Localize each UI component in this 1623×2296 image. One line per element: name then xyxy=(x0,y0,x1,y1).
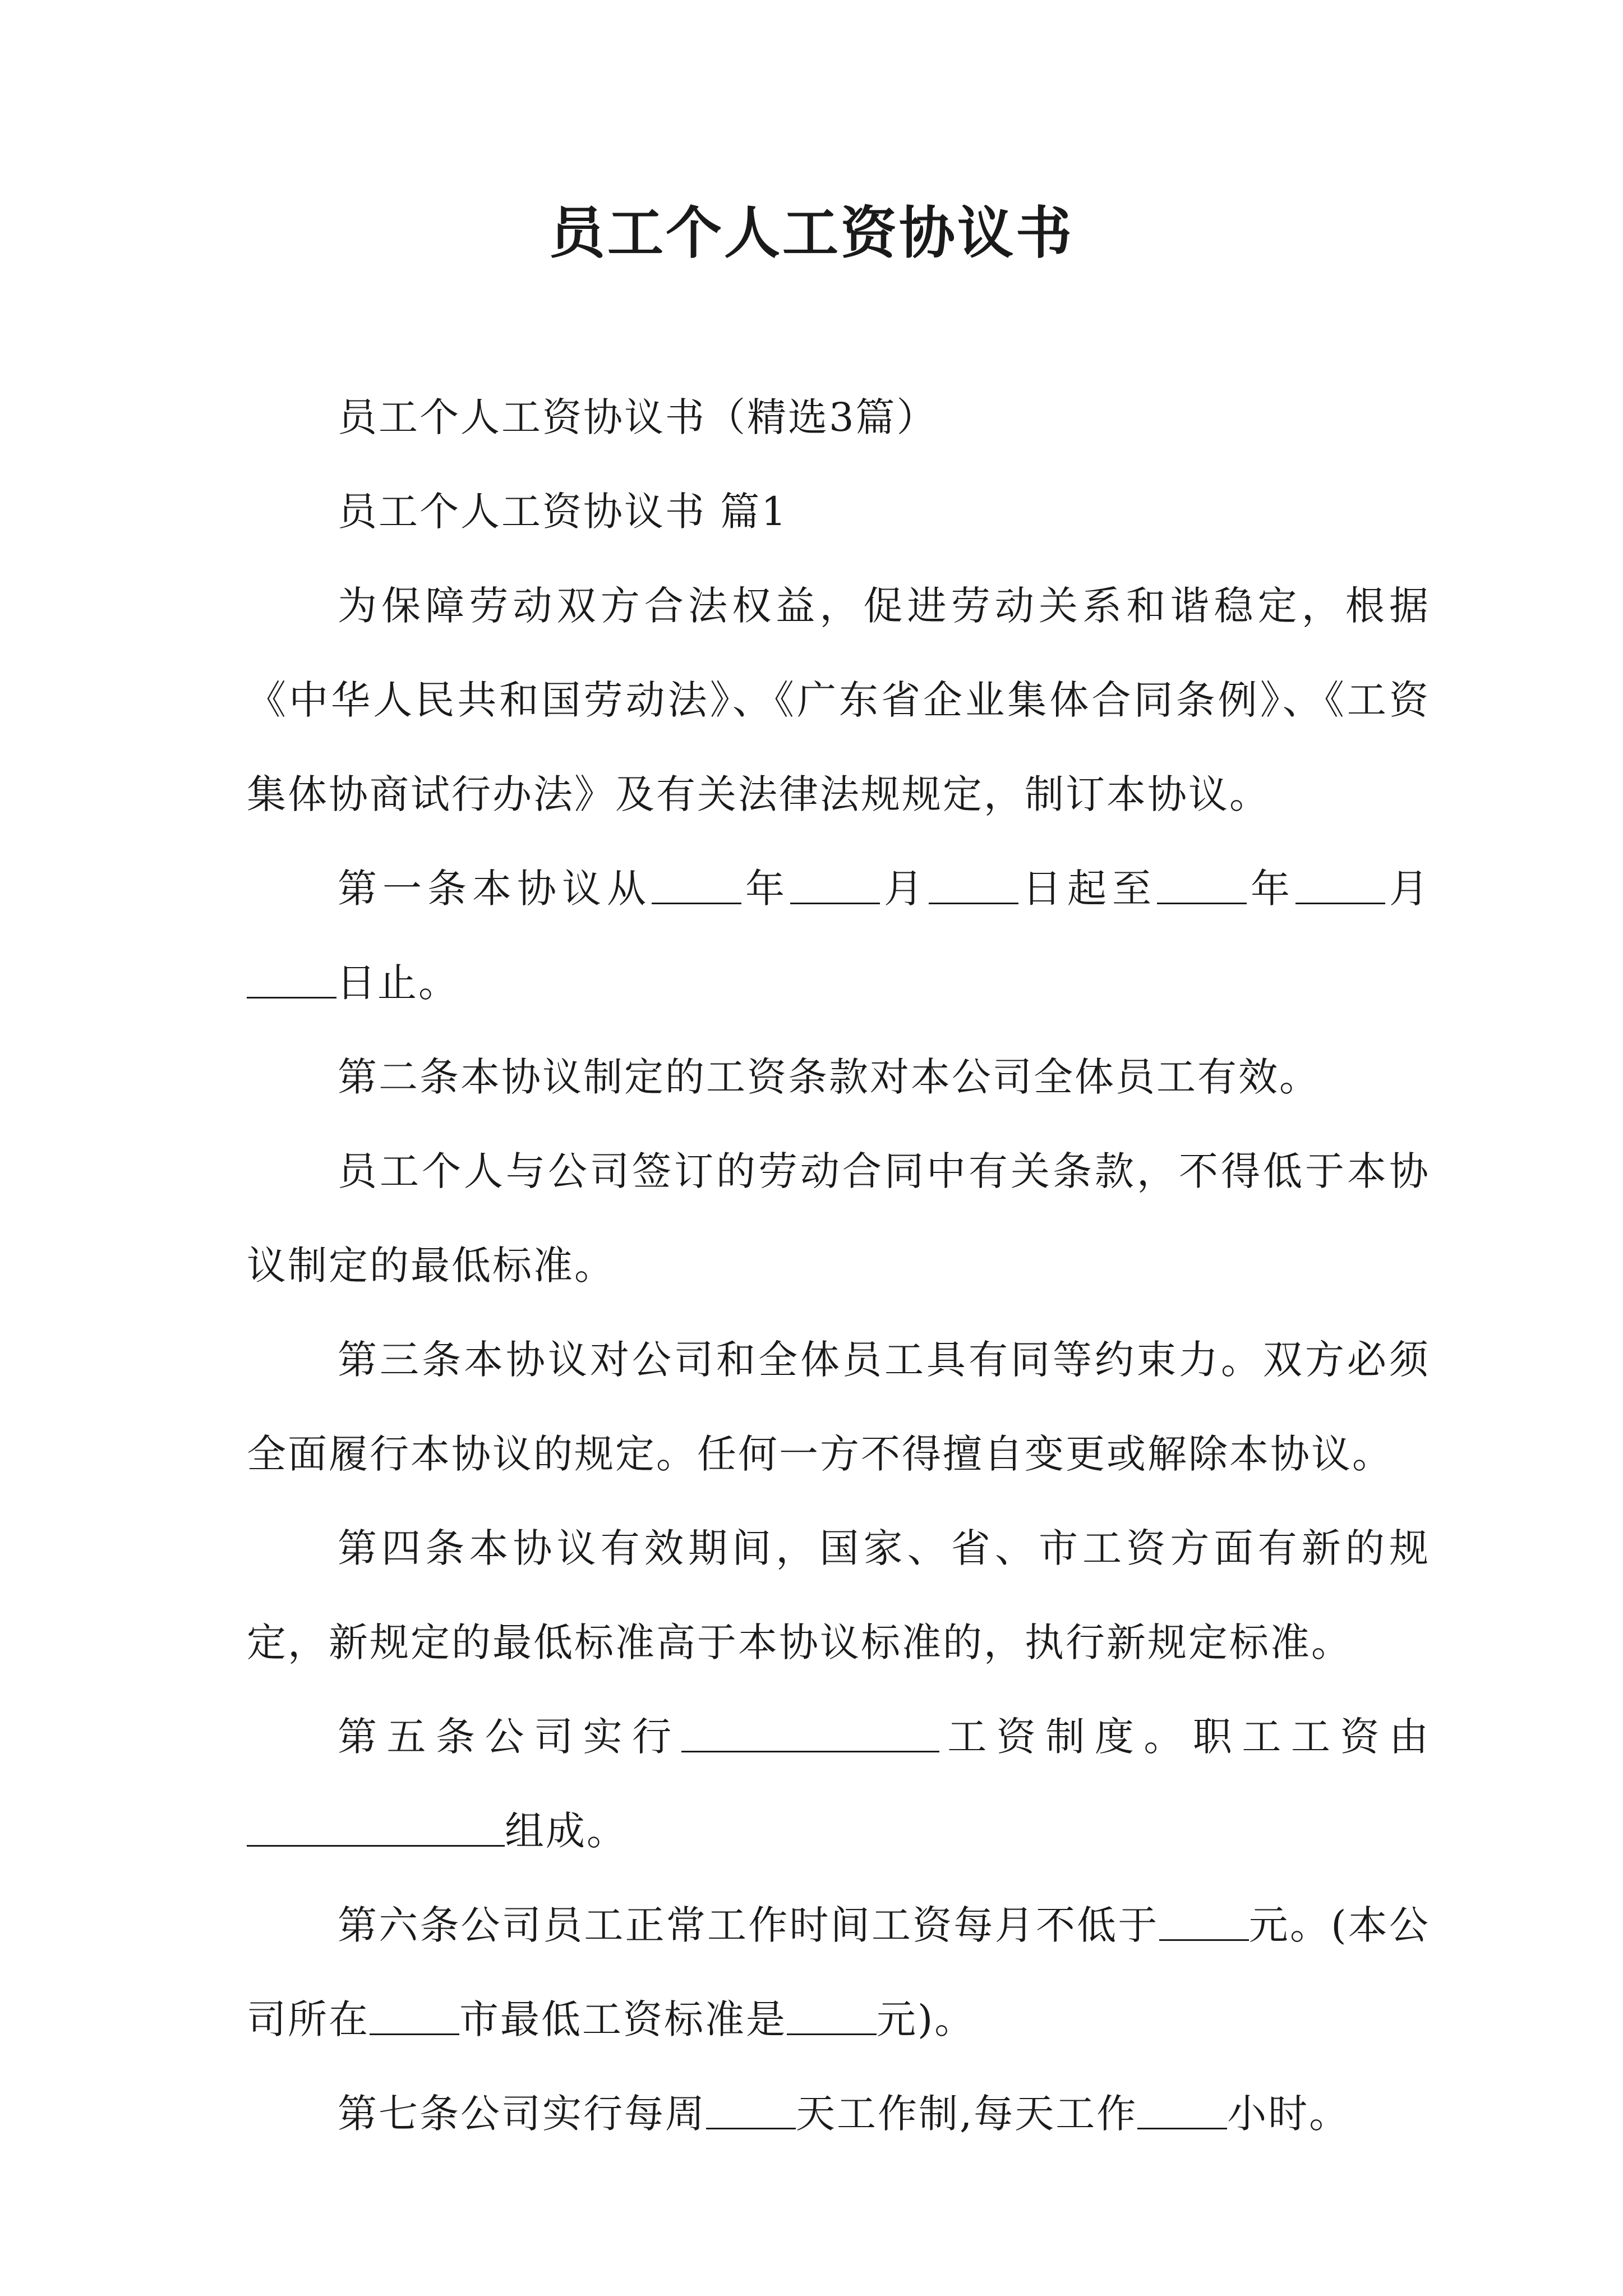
blank-field xyxy=(1295,863,1385,904)
article-1-text: 日起至 xyxy=(1018,866,1157,912)
blank-field xyxy=(1157,863,1247,904)
article-6-text: 元。(本公司所在 xyxy=(247,1902,1431,2042)
document-body xyxy=(247,370,1430,2161)
blank-field xyxy=(247,1806,505,1847)
blank-field xyxy=(681,1711,939,1752)
article-7-text: 天工作制,每天工作 xyxy=(796,2091,1138,2137)
article-6-text: 市最低工资标准是 xyxy=(459,1996,787,2042)
blank-field xyxy=(1137,2088,1227,2129)
article-5-text: 组成。 xyxy=(505,1808,628,1854)
article-3: 第三条本协议对公司和全体员工具有同等约束力。双方必须全面履行本协议的规定。任何一方不得擅自变更或解除本协议。 xyxy=(247,1337,1430,1477)
article-7-text: 小时。 xyxy=(1227,2091,1350,2137)
article-5-text: 第五条公司实行 xyxy=(338,1714,681,1760)
blank-field xyxy=(706,2088,796,2129)
article-1-text: 第一条本协议从 xyxy=(338,866,652,912)
blank-field xyxy=(1159,1900,1249,1941)
blank-field xyxy=(652,863,741,904)
article-1-text: 年 xyxy=(741,866,790,912)
article-7 xyxy=(247,2067,1430,2161)
blank-field xyxy=(787,1994,877,2035)
article-6 xyxy=(247,1878,1430,2067)
intro-paragraph: 为保障劳动双方合法权益，促进劳动关系和谐稳定，根据《中华人民共和国劳动法》、《广东省企业集体合同条例》、《工资集体协商试行办法》及有关法律法规规定，制订本协议。 xyxy=(247,583,1430,817)
article-6-text: 第六条公司员工正常工作时间工资每月不低于 xyxy=(338,1902,1159,1948)
blank-field xyxy=(929,863,1018,904)
article-6-text: 元)。 xyxy=(877,1996,976,2042)
article-5 xyxy=(247,1690,1430,1878)
article-1-text: 年 xyxy=(1247,866,1295,912)
article-1-text: 日止。 xyxy=(336,960,459,1006)
article-7-text: 第七条公司实行每周 xyxy=(338,2091,706,2137)
blank-field xyxy=(370,1994,459,2035)
article-1 xyxy=(247,841,1430,1030)
article-1-text: 月 xyxy=(880,866,929,912)
article-1-text: 月 xyxy=(1385,866,1430,912)
blank-field xyxy=(790,863,880,904)
blank-field xyxy=(247,958,336,999)
section-heading: 员工个人工资协议书 篇1 xyxy=(338,489,788,535)
article-2: 第二条本协议制定的工资条款对本公司全体员工有效。 xyxy=(338,1054,1320,1100)
article-2-continued: 员工个人与公司签订的劳动合同中有关条款，不得低于本协议制定的最低标准。 xyxy=(247,1148,1430,1289)
subtitle: 员工个人工资协议书（精选3篇） xyxy=(338,394,938,440)
article-4: 第四条本协议有效期间，国家、省、市工资方面有新的规定，新规定的最低标准高于本协议标准的，执行新规定标准。 xyxy=(247,1525,1430,1665)
article-5-text: 工资制度。职工工资由 xyxy=(939,1714,1431,1760)
document-title: 员工个人工资协议书 xyxy=(549,200,1074,266)
